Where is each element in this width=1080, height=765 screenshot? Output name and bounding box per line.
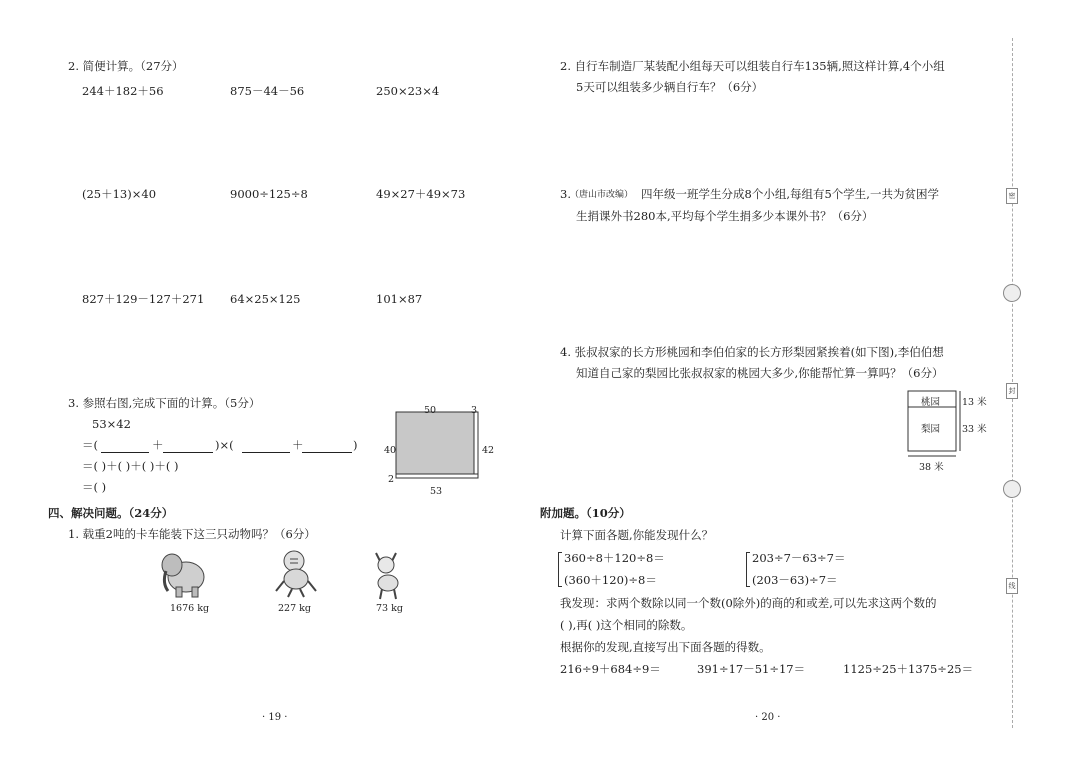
- peach-orchard-label: 桃园: [921, 397, 941, 408]
- pear-orchard-label: 梨园: [921, 424, 941, 435]
- deer-icon: [366, 547, 410, 601]
- q3-close: ): [353, 438, 358, 452]
- fig-label-top: 50: [424, 405, 437, 416]
- animal-weight: 73 kg: [376, 603, 403, 614]
- bonus-title: 附加题。（10分）: [540, 506, 631, 520]
- r-q4-line2: 知道自己家的梨园比张叔叔家的桃园大多少,你能帮忙算一算吗？（6分）: [576, 366, 944, 380]
- fig-label-right: 42: [482, 445, 495, 456]
- r-q4-line1: 4. 张叔叔家的长方形桃园和李伯伯家的长方形梨园紧挨着(如下图),李伯伯想: [560, 345, 944, 359]
- calc-item: 250×23×4: [376, 84, 440, 98]
- height-label-1: 13 米: [962, 397, 987, 408]
- q3-line1-open: ＝(: [82, 438, 98, 452]
- r-q3-source: （唐山市改编）: [570, 190, 634, 200]
- bonus-calc: (203－63)÷7＝: [752, 573, 838, 587]
- q3-line2: ＝( )＋( )＋( )＋( ): [82, 459, 179, 473]
- binding-hole-icon: [1003, 284, 1021, 302]
- answer-blank[interactable]: [163, 452, 213, 453]
- calc-item: 875－44－56: [230, 84, 305, 98]
- seal-mark: 密: [1006, 188, 1018, 204]
- q3-plus: ＋: [292, 438, 304, 452]
- width-label: 38 米: [919, 462, 944, 473]
- animal-weight: 1676 kg: [170, 603, 210, 614]
- seal-mark: 线: [1006, 578, 1018, 594]
- elephant-icon: [158, 547, 210, 599]
- r-q3-prefix: 3.: [560, 187, 571, 201]
- answer-blank[interactable]: [302, 452, 352, 453]
- q4-1-title: 1. 载重2吨的卡车能装下这三只动物吗？（6分）: [68, 527, 316, 541]
- bonus-calc: 360÷8＋120÷8＝: [564, 551, 665, 565]
- fig-label-left: 40: [384, 445, 397, 456]
- tiger-icon: [270, 547, 322, 599]
- final-calc: 1125÷25＋1375÷25＝: [843, 662, 974, 676]
- fig-label-top-right: 3: [471, 405, 478, 416]
- calc-item: (25＋13)×40: [82, 187, 157, 201]
- fig-label-bottom-left: 2: [388, 474, 395, 485]
- fig-label-bottom: 53: [430, 486, 443, 497]
- page-number-left: · 19 ·: [262, 712, 288, 723]
- q3-plus: ＋: [152, 438, 164, 452]
- calc-item: 101×87: [376, 292, 423, 306]
- seal-mark: 封: [1006, 383, 1018, 399]
- calc-item: 9000÷125÷8: [230, 187, 308, 201]
- height-label-2: 33 米: [962, 424, 987, 435]
- page-number-right: · 20 ·: [755, 712, 781, 723]
- calc-item: 827＋129－127＋271: [82, 292, 205, 306]
- q3-title: 3. 参照右图,完成下面的计算。（5分）: [68, 396, 261, 410]
- r-q2-line1: 2. 自行车制造厂某装配小组每天可以组装自行车135辆,照这样计算,4个小组: [560, 59, 945, 73]
- r-q3-line1: 四年级一班学生分成8个小组,每组有5个学生,一共为贫困学: [641, 187, 939, 201]
- calc-item: 49×27＋49×73: [376, 187, 466, 201]
- animal-weight: 227 kg: [278, 603, 311, 614]
- brace-right: [746, 552, 750, 587]
- bonus-intro: 计算下面各题,你能发现什么？: [560, 528, 714, 542]
- section4-title: 四、解决问题。（24分）: [48, 506, 174, 520]
- discovery-line1: 我发现：求两个数除以同一个数(0除外)的商的和或差,可以先求这两个数的: [560, 596, 937, 610]
- brace-left: [558, 552, 562, 587]
- q3-expr: 53×42: [92, 417, 131, 431]
- r-q2-line2: 5天可以组装多少辆自行车？（6分）: [576, 80, 764, 94]
- final-calc: 391÷17－51÷17＝: [697, 662, 806, 676]
- answer-blank[interactable]: [242, 452, 290, 453]
- discovery-line2: ( ),再( )这个相同的除数。: [560, 618, 693, 632]
- q2-title: 2. 简便计算。（27分）: [68, 59, 184, 73]
- calc-item: 64×25×125: [230, 292, 301, 306]
- bonus-calc: 203÷7－63÷7＝: [752, 551, 846, 565]
- bonus-calc: (360＋120)÷8＝: [564, 573, 657, 587]
- r-q3-line2: 生捐课外书280本,平均每个学生捐多少本课外书？（6分）: [576, 209, 874, 223]
- final-calc: 216÷9＋684÷9＝: [560, 662, 661, 676]
- calc-item: 244＋182＋56: [82, 84, 164, 98]
- binding-hole-icon: [1003, 480, 1021, 498]
- q3-line3: ＝( ): [82, 480, 107, 494]
- answer-blank[interactable]: [101, 452, 149, 453]
- q3-times: )×(: [215, 438, 234, 452]
- direct-instruction: 根据你的发现,直接写出下面各题的得数。: [560, 640, 771, 654]
